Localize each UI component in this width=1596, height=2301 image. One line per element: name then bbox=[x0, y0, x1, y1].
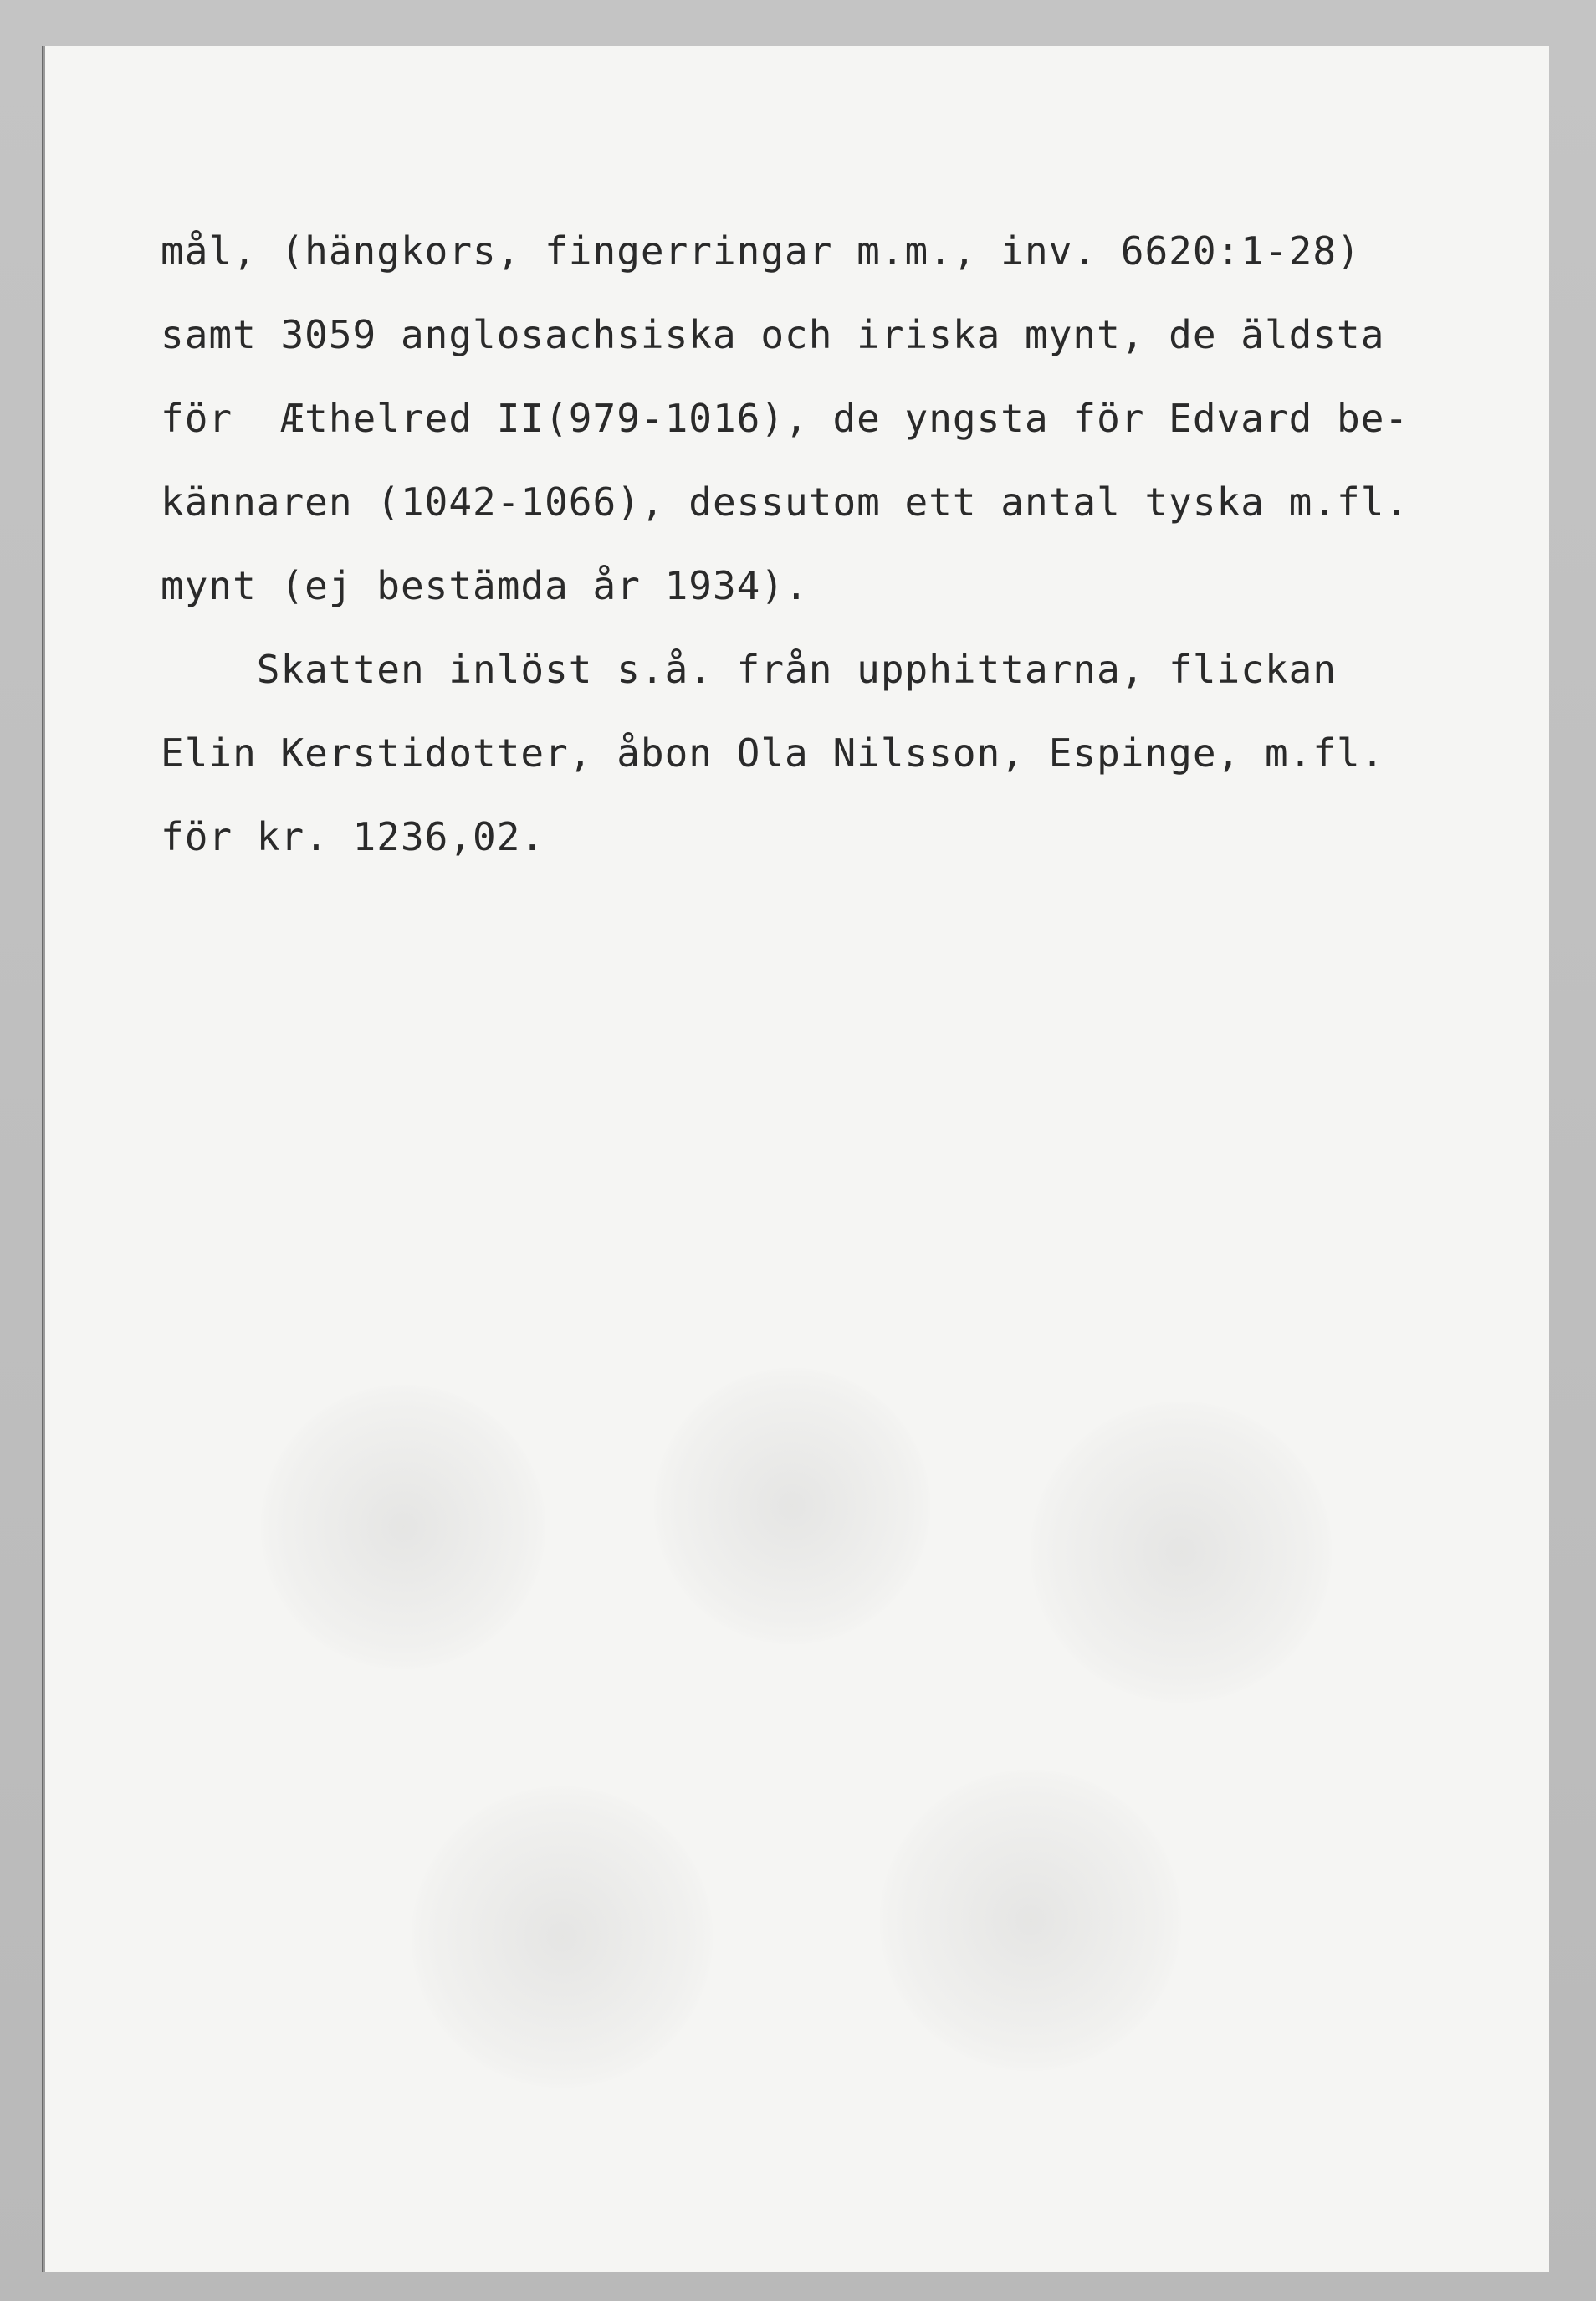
bleed-through-coin-3 bbox=[1031, 1402, 1332, 1703]
text-line-3: för Æthelred II(979-1016), de yngsta för Edvard be- bbox=[161, 396, 1409, 441]
bleed-through-coin-2 bbox=[654, 1368, 930, 1644]
text-line-6: Skatten inlöst s.å. från upphittarna, flickan bbox=[161, 647, 1338, 692]
text-line-5: mynt (ej bestämda år 1934). bbox=[161, 563, 809, 608]
text-line-8: för kr. 1236,02. bbox=[161, 814, 545, 859]
text-line-2: samt 3059 anglosachsiska och iriska mynt, de äldsta bbox=[161, 312, 1385, 357]
document-page bbox=[42, 46, 1549, 2272]
text-line-7: Elin Kerstidotter, åbon Ola Nilsson, Espinge, m.fl. bbox=[161, 730, 1385, 776]
bleed-through-coin-5 bbox=[880, 1770, 1181, 2071]
text-line-1: mål, (hängkors, fingerringar m.m., inv. 6620:1-28) bbox=[161, 228, 1361, 274]
bleed-through-coin-4 bbox=[412, 1786, 713, 2088]
bleed-through-coin-1 bbox=[261, 1385, 545, 1669]
typewritten-text bbox=[161, 209, 1532, 879]
text-line-4: kännaren (1042-1066), dessutom ett antal tyska m.fl. bbox=[161, 479, 1409, 525]
